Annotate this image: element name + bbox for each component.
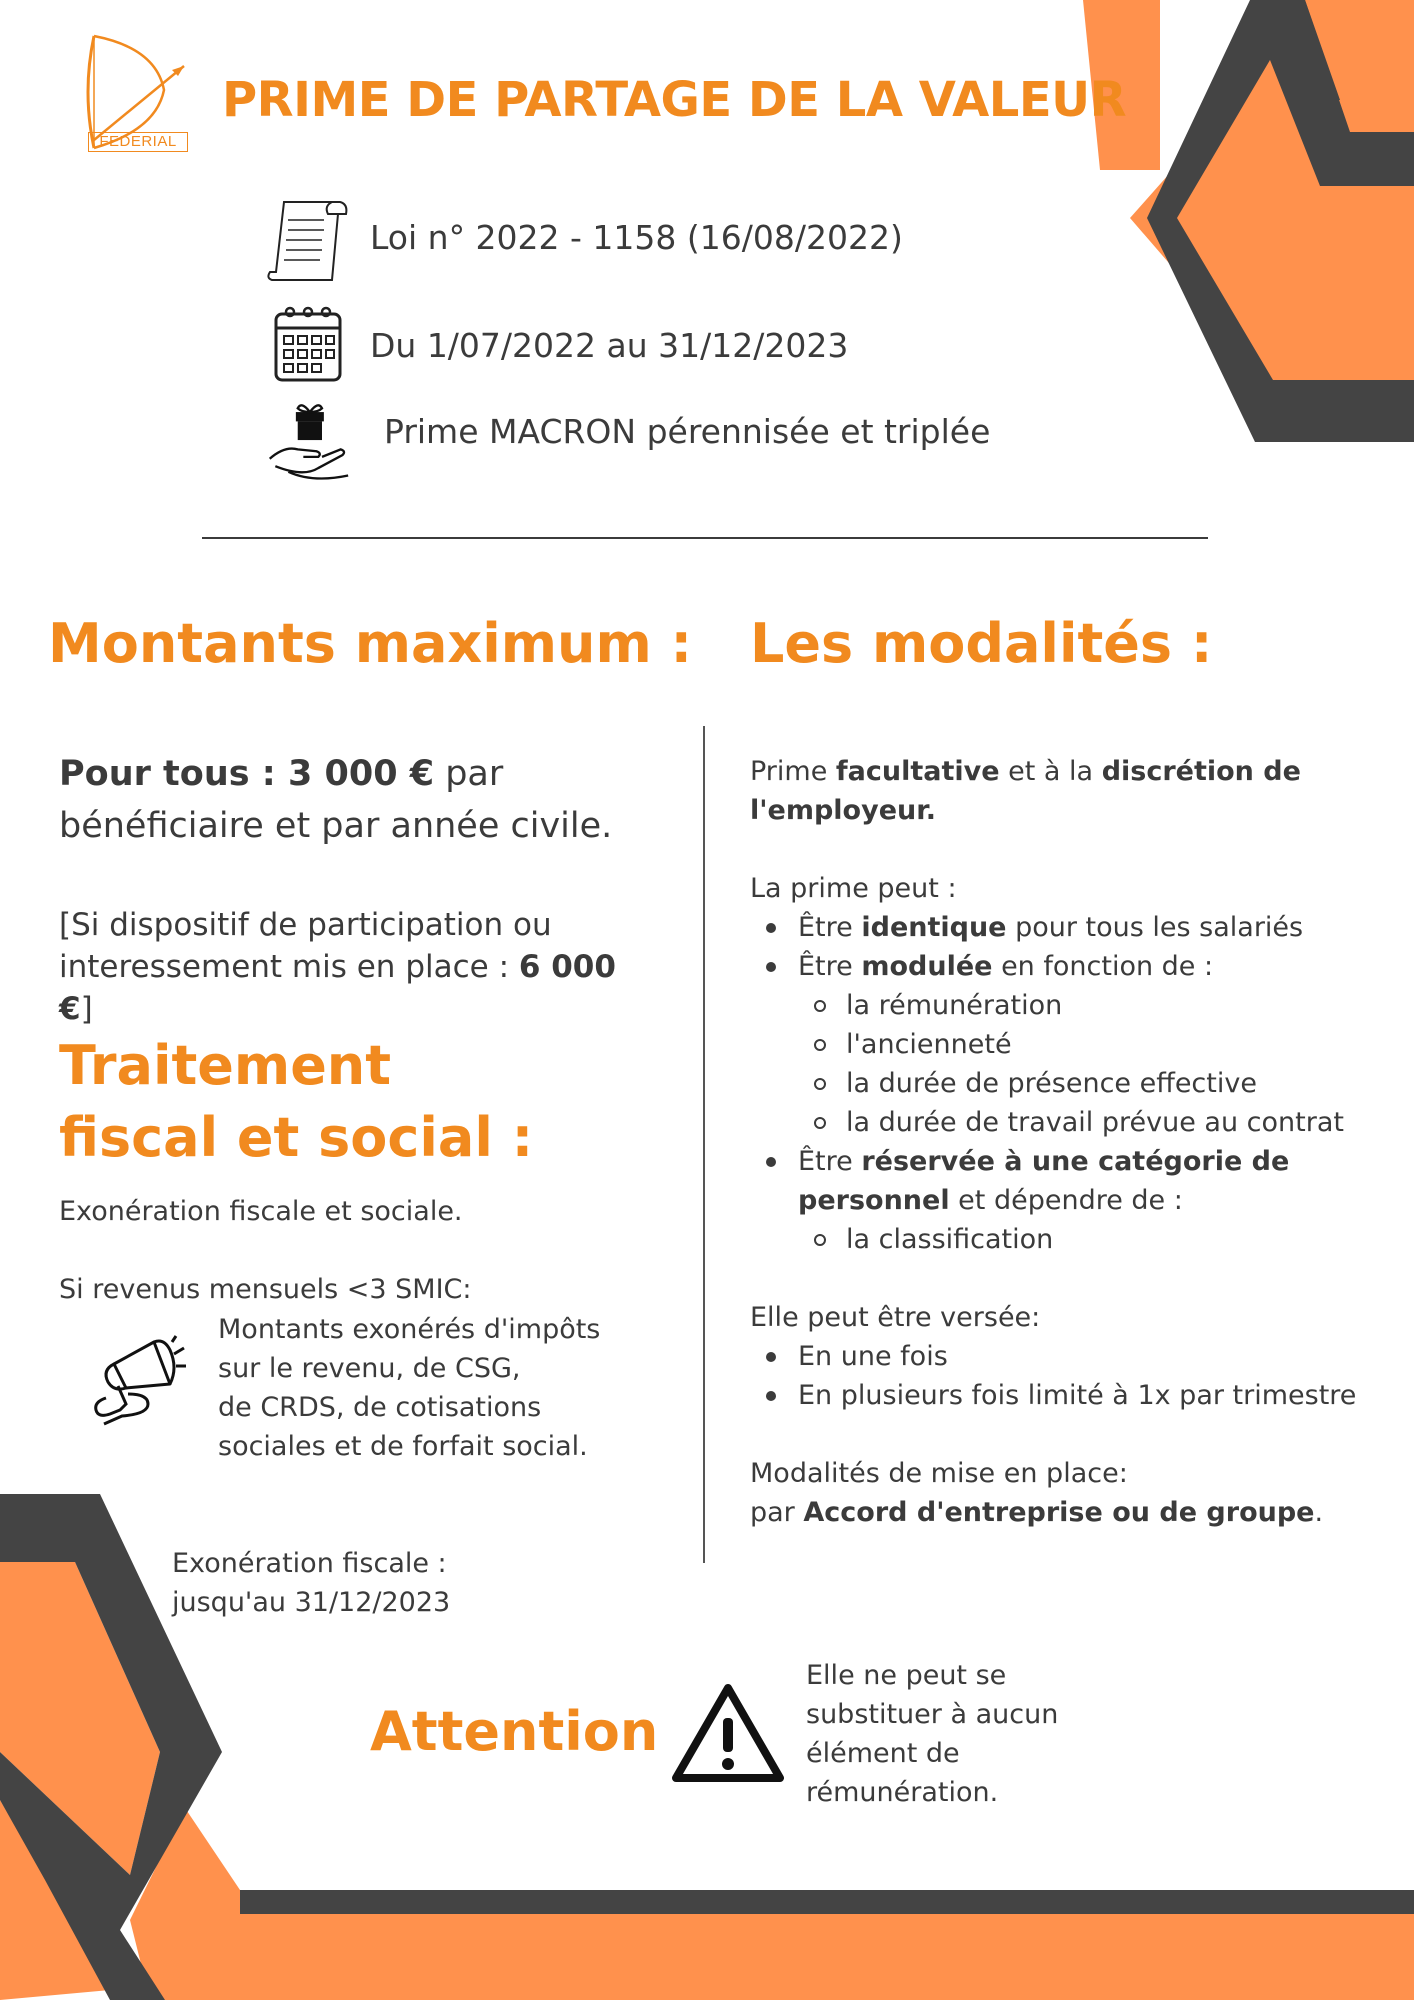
horizontal-divider (202, 537, 1208, 539)
traitement-title-line1: Traitement (59, 1034, 392, 1097)
logo-text: FEDERIAL (88, 132, 188, 152)
smic-condition: Si revenus mensuels <3 SMIC: (59, 1274, 472, 1305)
attention-line: rémunération. (806, 1777, 999, 1808)
bottom-dark-band (240, 1890, 1414, 1914)
list-item: En une fois (750, 1337, 1390, 1376)
traitement-title-line2: fiscal et social : (59, 1106, 534, 1169)
list-item: Être identique pour tous les salariés (750, 908, 1390, 947)
exoneration-details (218, 1310, 600, 1466)
vertical-divider (703, 726, 705, 1563)
law-reference: Loi n° 2022 - 1158 (16/08/2022) (370, 218, 903, 257)
detail-line: sur le revenu, de CSG, (218, 1353, 521, 1384)
detail-line: sociales et de forfait social. (218, 1431, 588, 1462)
versement-title: Elle peut être versée: (750, 1302, 1041, 1333)
exo-fiscale-line1: Exonération fiscale : (172, 1548, 447, 1579)
mise-en-place-accord: par Accord d'entreprise ou de groupe. (750, 1497, 1324, 1528)
page-title: PRIME DE PARTAGE DE LA VALEUR (222, 72, 1127, 128)
montants-amount (59, 748, 679, 852)
condition-post: ] (80, 991, 93, 1027)
modalites-body (750, 752, 1390, 1532)
la-prime-peut: La prime peut : (750, 873, 957, 904)
list-item: la durée de travail prévue au contrat (798, 1103, 1390, 1142)
p1-a: Prime (750, 756, 836, 787)
list-item: la durée de présence effective (798, 1064, 1390, 1103)
attention-line: élément de (806, 1738, 960, 1769)
period-dates: Du 1/07/2022 au 31/12/2023 (370, 326, 849, 365)
calendar-icon (270, 302, 354, 392)
detail-line: de CRDS, de cotisations (218, 1392, 542, 1423)
condition-pre: [Si dispositif de participation ou interessement mis en place : (59, 907, 552, 985)
montants-amount-bold: Pour tous : 3 000 € (59, 754, 435, 794)
detail-line: Montants exonérés d'impôts (218, 1314, 601, 1345)
modalites-title: Les modalités : (750, 612, 1213, 675)
exo-fiscale-line2: jusqu'au 31/12/2023 (172, 1587, 451, 1618)
gift-hand-icon (266, 396, 350, 486)
category-criteria-list (798, 1220, 1390, 1259)
montants-title: Montants maximum : (48, 612, 693, 675)
list-item: Être réservée à une catégorie de personnel et dépendre de : la classification (750, 1142, 1390, 1259)
list-item: En plusieurs fois limité à 1x par trimestre (750, 1376, 1390, 1415)
prime-options-list (750, 908, 1390, 1259)
prime-macron-text: Prime MACRON pérennisée et triplée (384, 412, 991, 451)
attention-line: substituer à aucun (806, 1699, 1059, 1730)
p1-d: discrétion de l'employeur. (750, 756, 1301, 826)
scroll-icon (266, 196, 350, 286)
list-item: Être modulée en fonction de : la rémunération l'ancienneté la durée de présence effective la durée de travail prévue au contrat (750, 947, 1390, 1142)
bottom-orange-band (250, 1914, 1414, 2000)
prime-facultative (750, 752, 1390, 830)
exoneration-text: Exonération fiscale et sociale. (59, 1196, 463, 1227)
traitement-title (59, 1030, 533, 1174)
montants-amount-rest: par bénéficiaire et par année civile. (59, 754, 613, 846)
modulation-criteria-list (798, 986, 1390, 1142)
condition-amount: 6 000 € (59, 949, 616, 1027)
attention-text (806, 1656, 1058, 1812)
attention-title: Attention (370, 1700, 659, 1763)
attention-line: Elle ne peut se (806, 1660, 1007, 1691)
montants-condition (59, 904, 659, 1030)
list-item: la rémunération (798, 986, 1390, 1025)
p1-c: et à la (999, 756, 1102, 787)
versement-list (750, 1337, 1390, 1415)
warning-icon (670, 1680, 786, 1786)
mise-en-place-title: Modalités de mise en place: (750, 1458, 1128, 1489)
megaphone-icon (92, 1334, 188, 1428)
exoneration-fiscale-deadline (172, 1544, 450, 1622)
list-item: l'ancienneté (798, 1025, 1390, 1064)
p1-b: facultative (835, 756, 1000, 787)
list-item: la classification (798, 1220, 1390, 1259)
